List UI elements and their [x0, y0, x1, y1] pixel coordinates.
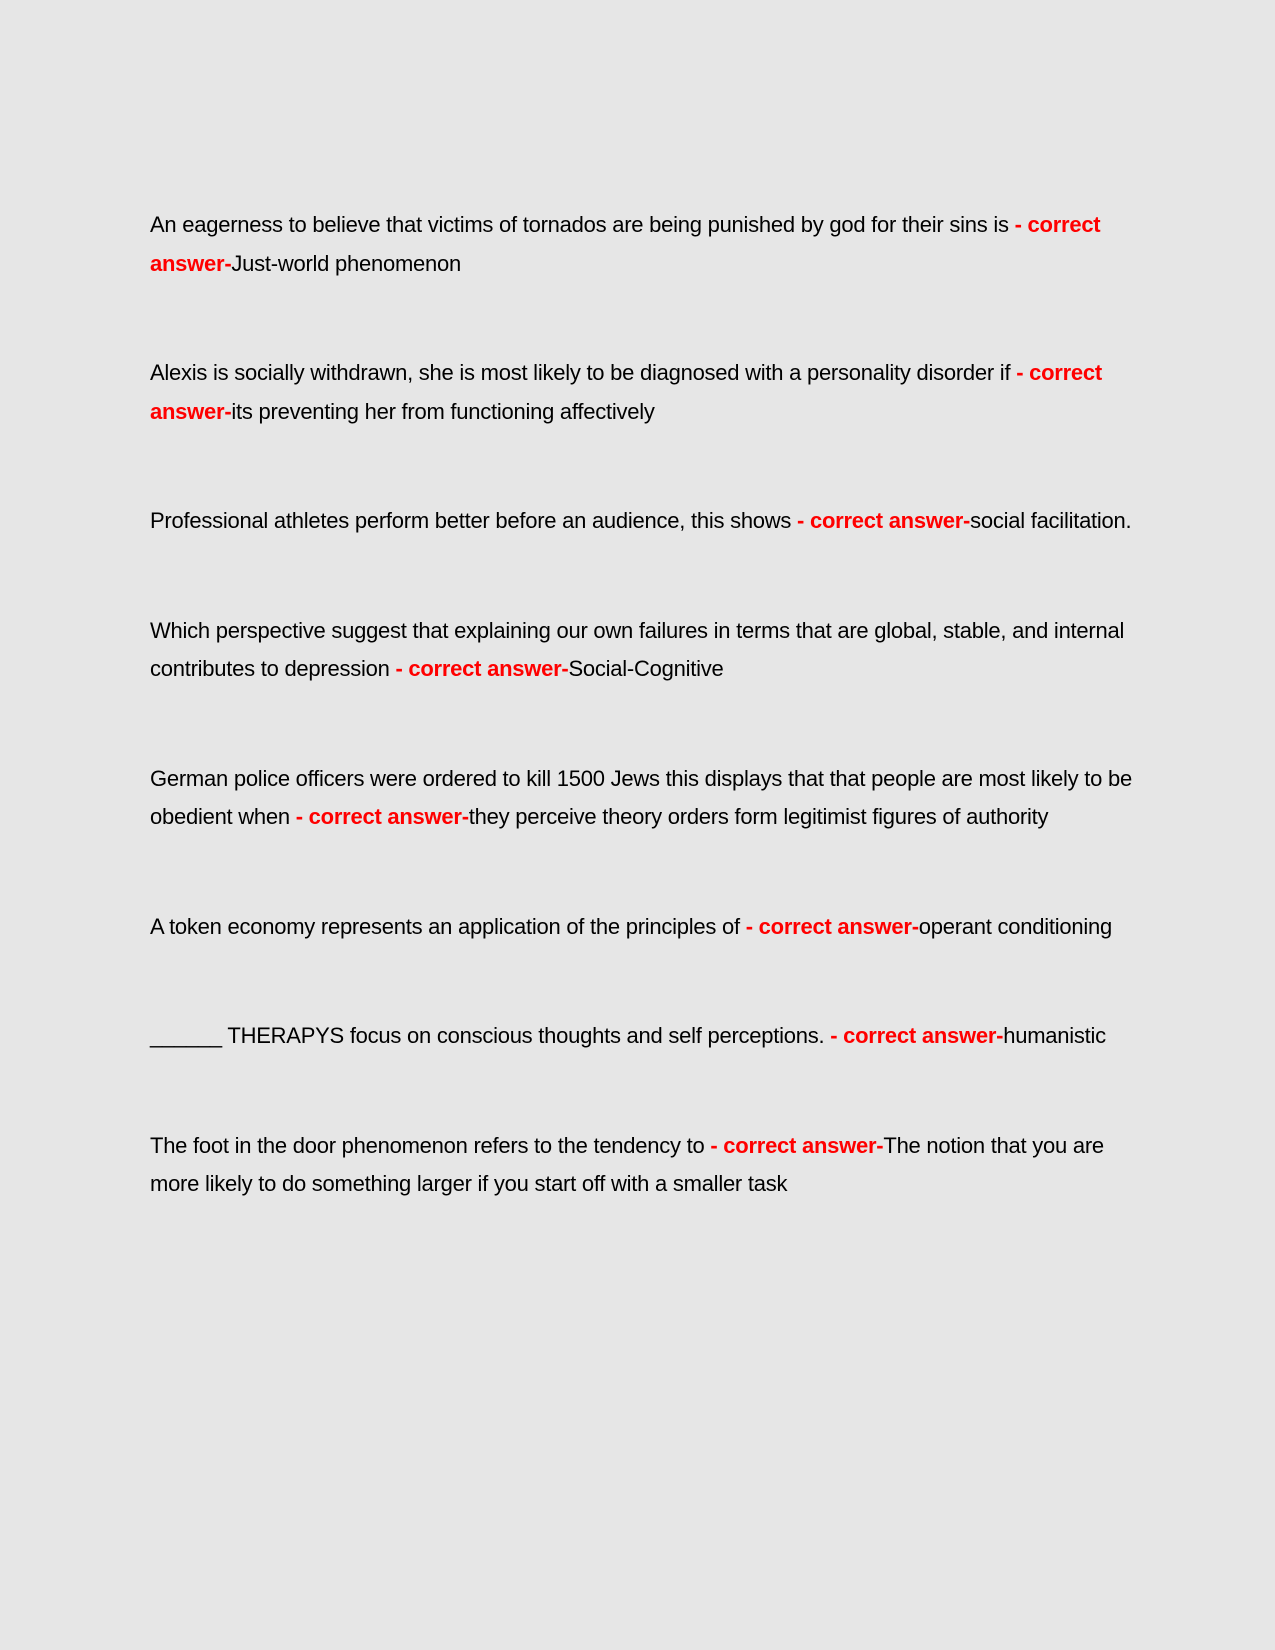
qa-item	[150, 354, 1135, 431]
question-text: Alexis is socially withdrawn, she is most likely to be diagnosed with a personality disorder if	[150, 360, 1017, 385]
answer-text: Just-world phenomenon	[231, 250, 461, 276]
question-text: An eagerness to believe that victims of tornados are being punished by god for their sins is	[150, 212, 1015, 237]
question-text: German police officers were ordered to kill 1500 Jews this displays that that people are most likely to be obedient when	[150, 765, 1132, 829]
qa-item	[150, 206, 1135, 283]
document-page	[150, 206, 1135, 1275]
question-text: The foot in the door phenomenon refers to the tendency to	[150, 1132, 711, 1158]
answer-text: they perceive theory orders form legitimist figures of authority	[468, 804, 1049, 829]
answer-text: operant conditioning	[918, 913, 1112, 939]
answer-text: Social-Cognitive	[568, 656, 724, 681]
question-text: ______ THERAPYS focus on conscious thoughts and self perceptions.	[150, 1023, 831, 1048]
correct-answer-marker: - correct answer-	[830, 1023, 1004, 1048]
correct-answer-marker: - correct answer-	[295, 804, 469, 829]
qa-item	[150, 908, 1135, 947]
qa-item	[150, 1017, 1135, 1056]
qa-item	[150, 1127, 1135, 1204]
question-text: A token economy represents an application of the principles of	[150, 913, 746, 939]
correct-answer-marker: - correct answer-	[150, 212, 1101, 276]
qa-item	[150, 502, 1135, 541]
question-text: Professional athletes perform better before an audience, this shows	[150, 508, 798, 533]
answer-text: The notion that you are more likely to do something larger if you start off with a smaller task	[150, 1132, 1104, 1196]
correct-answer-marker: - correct answer-	[395, 656, 569, 681]
qa-item	[150, 760, 1135, 837]
answer-text: social facilitation.	[970, 508, 1132, 533]
qa-item	[150, 612, 1135, 689]
answer-text: humanistic	[1003, 1023, 1106, 1048]
question-text: Which perspective suggest that explaining our own failures in terms that are global, stable, and internal contributes to depression	[150, 617, 1125, 681]
correct-answer-marker: - correct answer-	[150, 360, 1102, 424]
answer-text: its preventing her from functioning affectively	[231, 398, 655, 424]
correct-answer-marker: - correct answer-	[745, 913, 919, 939]
correct-answer-marker: - correct answer-	[710, 1132, 884, 1158]
correct-answer-marker: - correct answer-	[797, 508, 971, 533]
